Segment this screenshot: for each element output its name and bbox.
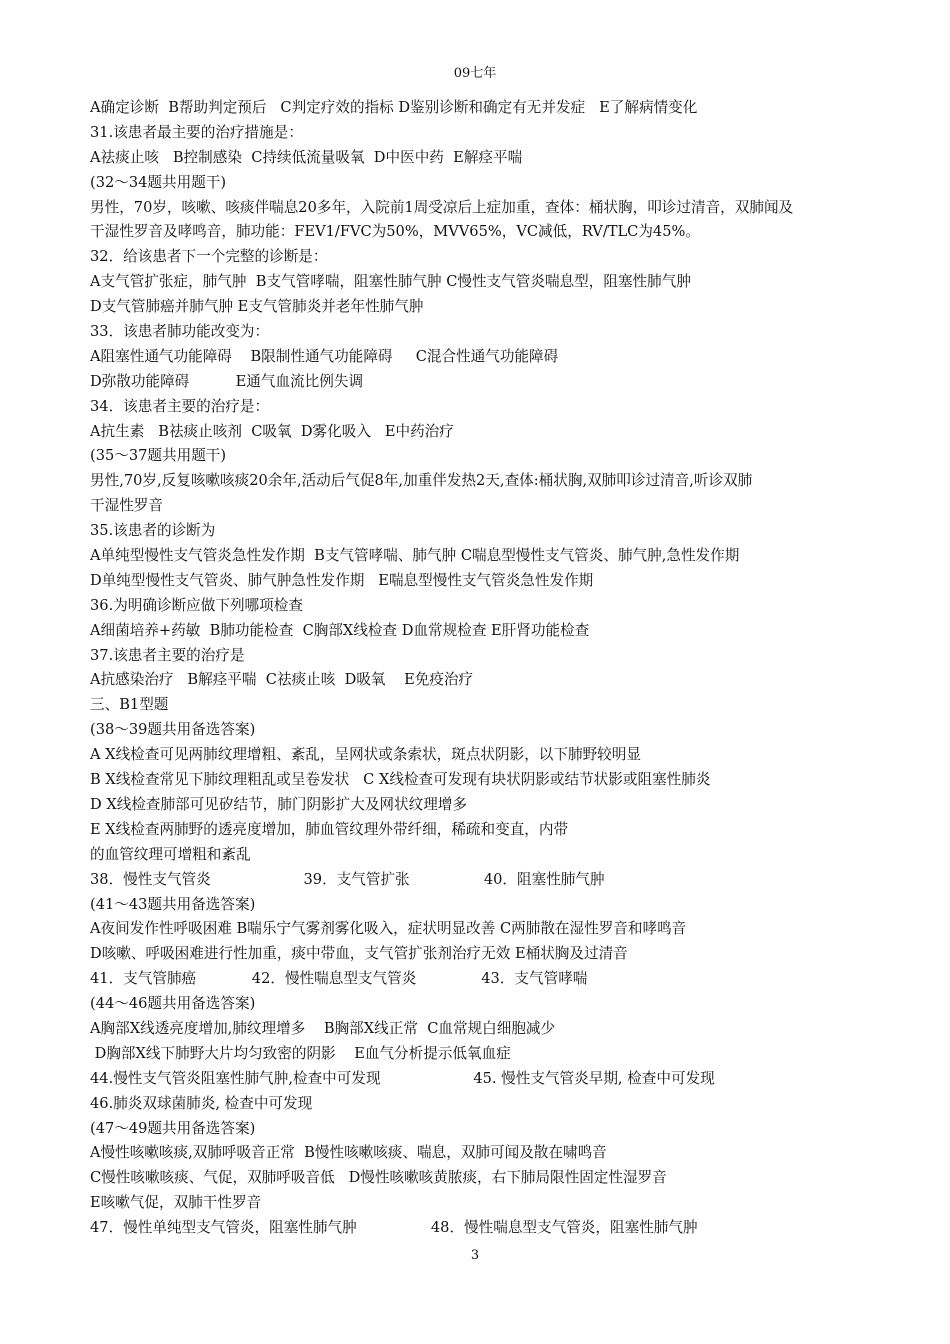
document-body xyxy=(90,96,880,1241)
text-line: (35～37题共用题干) xyxy=(90,447,227,465)
text-line: D X线检查肺部可见矽结节，肺门阴影扩大及网状纹理增多 xyxy=(90,795,467,813)
text-line: 32．给该患者下一个完整的诊断是： xyxy=(90,248,328,266)
text-line: 男性,70岁,反复咳嗽咳痰20余年,活动后气促8年,加重伴发热2天,查体:桶状胸,双肺叩诊过清音,听诊双肺 xyxy=(90,472,753,490)
text-line: 34．该患者主要的治疗是： xyxy=(90,397,270,415)
text-line: B X线检查常见下肺纹理粗乱或呈卷发状 C X线检查可发现有块状阴影或结节状影或阻塞性肺炎 xyxy=(90,771,711,789)
text-line: 干湿性罗音 xyxy=(90,497,163,515)
text-line: A确定诊断 B帮助判定预后 C判定疗效的指标 D鉴别诊断和确定有无并发症 E了解病情变化 xyxy=(90,99,698,116)
text-line: 46.肺炎双球菌肺炎, 检查中可发现 xyxy=(90,1094,313,1112)
text-line: 干湿性罗音及哮鸣音，肺功能：FEV1/FVC为50%，MVV65%，VC减低，RV/TLC为45%。 xyxy=(90,223,700,241)
text-line: D单纯型慢性支气管炎、肺气肿急性发作期 E喘息型慢性支气管炎急性发作期 xyxy=(90,571,594,589)
text-line: 44.慢性支气管炎阻塞性肺气肿,检查中可发现 45. 慢性支气管炎早期, 检查中可发现 xyxy=(90,1069,715,1087)
text-line: A夜间发作性呼吸困难 B喘乐宁气雾剂雾化吸入，症状明显改善 C两肺散在湿性罗音和哮鸣音 xyxy=(90,920,687,938)
text-line: E X线检查两肺野的透亮度增加，肺血管纹理外带纤细，稀疏和变直，内带 xyxy=(90,820,569,838)
text-line: (47～49题共用备选答案) xyxy=(90,1119,256,1137)
text-line: D弥散功能障碍 E通气血流比例失调 xyxy=(90,372,364,390)
text-line: A慢性咳嗽咳痰,双肺呼吸音正常 B慢性咳嗽咳痰、喘息，双肺可闻及散在啸鸣音 xyxy=(90,1144,607,1162)
text-line: A细菌培养+药敏 B肺功能检查 C胸部X线检查 D血常规检查 E肝肾功能检查 xyxy=(90,621,590,639)
text-line: A阻塞性通气功能障碍 B限制性通气功能障碍 C混合性通气功能障碍 xyxy=(90,347,559,365)
text-line: (38～39题共用备选答案) xyxy=(90,721,256,739)
text-line: A单纯型慢性支气管炎急性发作期 B支气管哮喘、肺气肿 C喘息型慢性支气管炎、肺气肿,急性发作期 xyxy=(90,547,740,565)
text-line: A祛痰止咳 B控制感染 C持续低流量吸氧 D中医中药 E解痉平喘 xyxy=(90,148,523,166)
text-line: D咳嗽、呼吸困难进行性加重，痰中带血，支气管扩张剂治疗无效 E桶状胸及过清音 xyxy=(90,945,628,963)
text-line: A抗感染治疗 B解痉平喘 C祛痰止咳 D吸氧 E免疫治疗 xyxy=(90,671,474,689)
page-header: 09七年 xyxy=(453,66,497,81)
text-line: 的血管纹理可增粗和紊乱 xyxy=(90,845,251,863)
text-line: 47．慢性单纯型支气管炎，阻塞性肺气肿 48．慢性喘息型支气管炎，阻塞性肺气肿 xyxy=(90,1219,698,1237)
text-line: 38．慢性支气管炎 39．支气管扩张 40．阻塞性肺气肿 xyxy=(90,870,605,888)
text-line: 33．该患者肺功能改变为： xyxy=(90,323,270,341)
text-line: 男性，70岁，咳嗽、咳痰伴喘息20多年，入院前1周受凉后上症加重，查体：桶状胸，叩诊过清音，双肺闻及 xyxy=(90,198,794,216)
text-line: E咳嗽气促，双肺干性罗音 xyxy=(90,1194,262,1212)
text-line: A抗生素 B祛痰止咳剂 C吸氧 D雾化吸入 E中药治疗 xyxy=(90,422,454,440)
text-line: 36.为明确诊断应做下列哪项检查 xyxy=(90,596,303,614)
text-line: (44～46题共用备选答案) xyxy=(90,995,256,1013)
text-line: (41～43题共用备选答案) xyxy=(90,895,256,913)
text-line: 41．支气管肺癌 42．慢性喘息型支气管炎 43．支气管哮喘 xyxy=(90,970,588,988)
text-line: A X线检查可见两肺纹理增粗、紊乱，呈网状或条索状，斑点状阴影，以下肺野较明显 xyxy=(90,746,641,764)
text-line: 37.该患者主要的治疗是 xyxy=(90,646,245,664)
text-line: (32～34题共用题干) xyxy=(90,173,227,191)
text-line: 31.该患者最主要的治疗措施是： xyxy=(90,123,303,141)
text-line: A支气管扩张症，肺气肿 B支气管哮喘，阻塞性肺气肿 C慢性支气管炎喘息型，阻塞性肺气肿 xyxy=(90,273,691,291)
text-line: C慢性咳嗽咳痰、气促，双肺呼吸音低 D慢性咳嗽咳黄脓痰，右下肺局限性固定性湿罗音 xyxy=(90,1169,667,1187)
text-line: 三、B1型题 xyxy=(90,696,169,714)
text-line: 35.该患者的诊断为 xyxy=(90,522,216,540)
text-line: D胸部X线下肺野大片均匀致密的阴影 E血气分析提示低氧血症 xyxy=(90,1044,511,1062)
text-line: D支气管肺癌并肺气肿 E支气管肺炎并老年性肺气肿 xyxy=(90,298,424,316)
page-number: 3 xyxy=(470,1248,480,1263)
text-line: A胸部X线透亮度增加,肺纹理增多 B胸部X线正常 C血常规白细胞减少 xyxy=(90,1019,556,1037)
